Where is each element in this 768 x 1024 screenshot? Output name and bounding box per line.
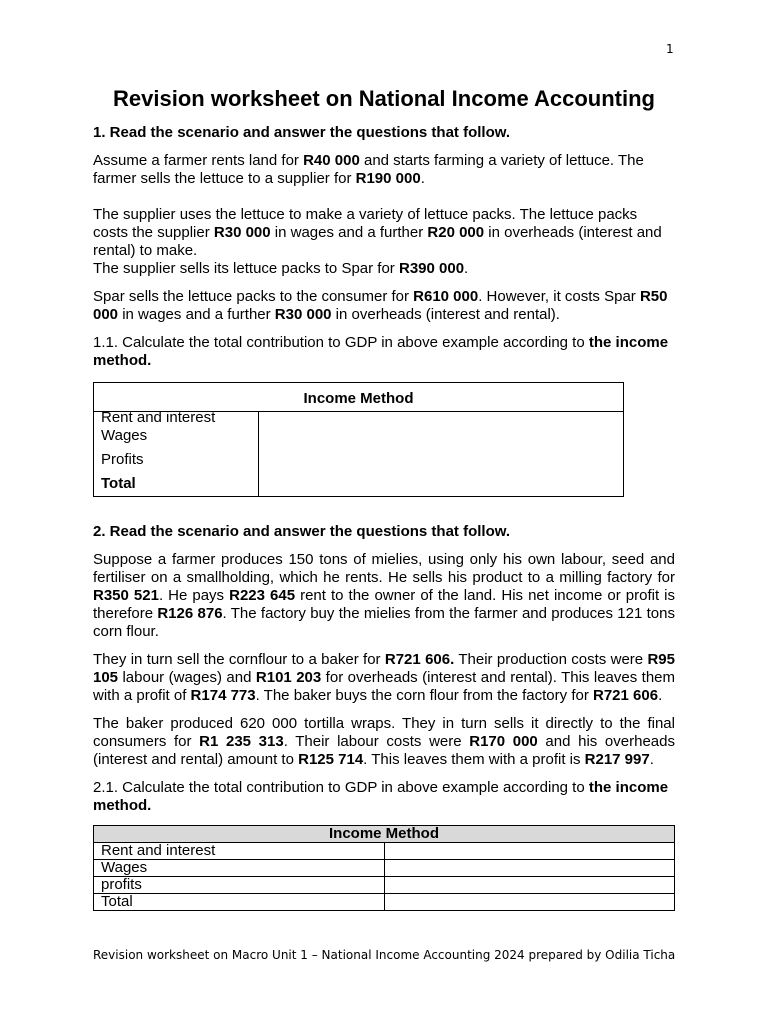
table2-row-rent-and-interest: Rent and interest [94, 843, 385, 860]
table2-answer-cell[interactable] [385, 843, 675, 860]
table1-answer-cell[interactable] [259, 412, 624, 497]
table1-row-profits: Profits [101, 451, 144, 468]
worksheet-body [93, 124, 675, 911]
income-method-table-1 [93, 382, 624, 497]
table1-row-wages: Wages [101, 427, 148, 444]
table-row [94, 877, 675, 894]
section1-paragraph-2: The supplier uses the lettuce to make a variety of lettuce packs. The lettuce packs costs the supplier R30 000 in wages and a further R20 000 in overheads (interest and rental) to make. [93, 206, 662, 259]
section2-paragraph-3: The baker produced 620 000 tortilla wraps. They in turn sells it directly to the final consumers for R1 235 313. Their labour costs were R170 000 and his overheads (interest and rental) amount to R125 714. This leaves them with a profit is R217 997. [93, 715, 675, 768]
table2-answer-cell[interactable] [385, 877, 675, 894]
table2-answer-cell[interactable] [385, 894, 675, 911]
table2-row-profits: profits [94, 877, 385, 894]
section2-paragraph-1: Suppose a farmer produces 150 tons of mielies, using only his own labour, seed and fertiliser on a smallholding, which he rents. He sells his product to a milling factory for R350 521. He pays R223 645 rent to the owner of the land. His net income or profit is therefore R126 876. The factory buy the mielies from the farmer and produces 121 tons corn flour. [93, 551, 675, 640]
table-row [94, 843, 675, 860]
question-1-1: 1.1. Calculate the total contribution to GDP in above example according to the income method. [93, 334, 669, 369]
section1-paragraph-1: Assume a farmer rents land for R40 000 and starts farming a variety of lettuce. The farmer sells the lettuce to a supplier for R190 000. [93, 152, 644, 187]
page-footer: Revision worksheet on Macro Unit 1 – National Income Accounting 2024 prepared by Odilia Ticha [93, 948, 676, 962]
table1-row-total: Total [101, 475, 136, 492]
table2-header: Income Method [94, 826, 675, 843]
table2-row-total: Total [94, 894, 385, 911]
table1-label-column [94, 409, 259, 497]
page-title: Revision worksheet on National Income Accounting [113, 86, 655, 111]
table2-answer-cell[interactable] [385, 860, 675, 877]
question-2-1: 2.1. Calculate the total contribution to GDP in above example according to the income method. [93, 779, 669, 814]
table2-row-wages: Wages [94, 860, 385, 877]
section1-heading: 1. Read the scenario and answer the questions that follow. [93, 124, 511, 141]
table1-header: Income Method [94, 383, 624, 412]
income-method-table-2 [93, 825, 675, 911]
table-row [94, 860, 675, 877]
page-number: 1 [666, 42, 674, 56]
section1-paragraph-2b: The supplier sells its lettuce packs to Spar for R390 000. [93, 260, 469, 277]
section1-paragraph-3: Spar sells the lettuce packs to the consumer for R610 000. However, it costs Spar R50 000 in wages and a further R30 000 in overheads (interest and rental). [93, 288, 668, 323]
section2-paragraph-2: They in turn sell the cornflour to a baker for R721 606. Their production costs were R95 105 labour (wages) and R101 203 for overheads (interest and rental). This leaves them with a profit of R174 773. The baker buys the corn flour from the factory for R721 606. [93, 651, 676, 704]
table-row [94, 894, 675, 911]
section2-heading: 2. Read the scenario and answer the questions that follow. [93, 523, 511, 540]
table1-row-rent-and-interest: Rent and interest [101, 409, 216, 426]
